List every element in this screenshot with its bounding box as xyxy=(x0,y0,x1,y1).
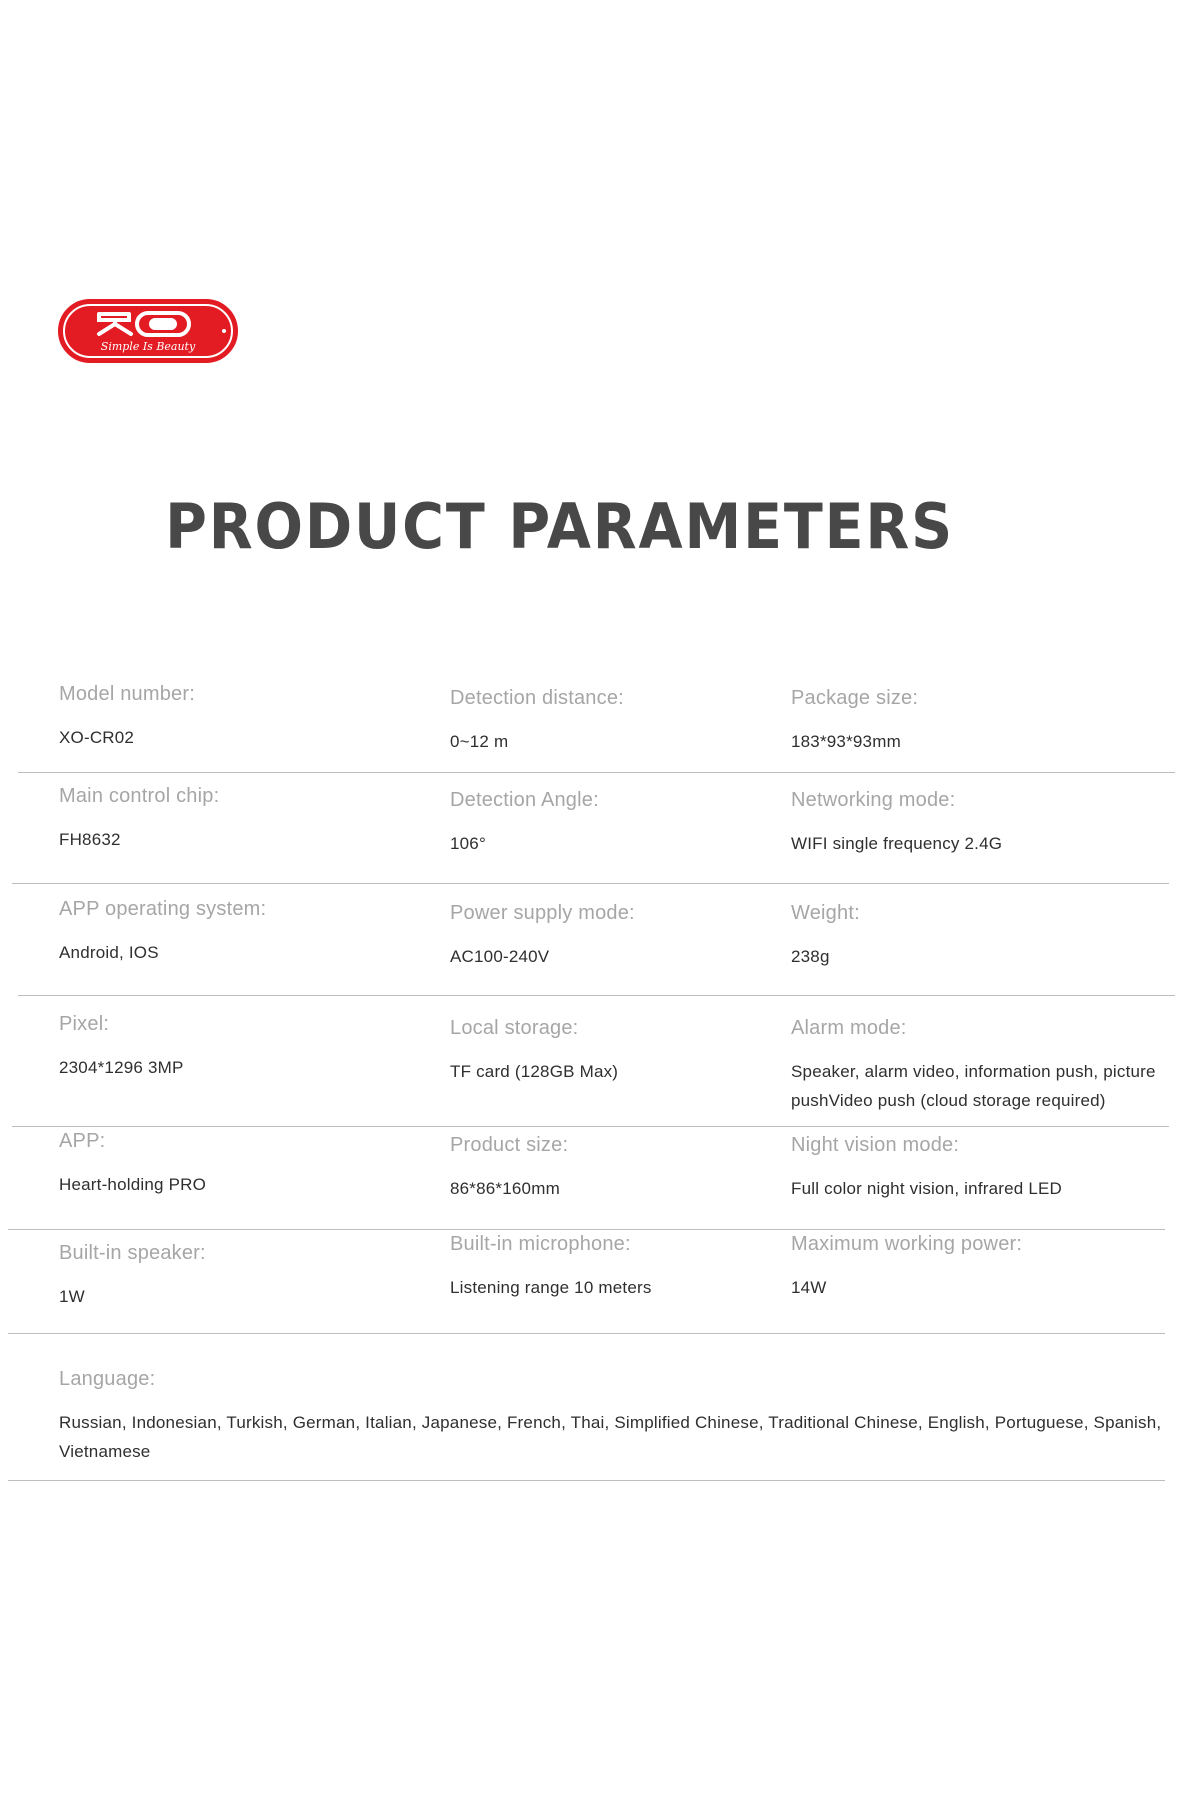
spec-value: 14W xyxy=(791,1278,827,1297)
spec-value: XO-CR02 xyxy=(59,728,135,747)
spec-label: Alarm mode: xyxy=(791,1017,907,1039)
page-title: PRODUCT PARAMETERS xyxy=(165,490,955,563)
spec-local-storage xyxy=(450,1017,618,1086)
spec-label: Built-in microphone: xyxy=(450,1233,631,1255)
spec-label: Package size: xyxy=(791,687,919,709)
spec-value: 238g xyxy=(791,947,830,966)
spec-detection-distance xyxy=(450,687,624,756)
spec-value: AC100-240V xyxy=(450,947,550,966)
spec-value: Listening range 10 meters xyxy=(450,1278,652,1297)
spec-value: 183*93*93mm xyxy=(791,732,901,751)
spec-label: Power supply mode: xyxy=(450,902,635,924)
row-divider xyxy=(18,995,1175,996)
spec-language xyxy=(59,1368,1169,1466)
spec-main-control-chip xyxy=(59,785,219,854)
spec-alarm-mode xyxy=(791,1017,1191,1115)
spec-value: Full color night vision, infrared LED xyxy=(791,1179,1063,1198)
row-divider xyxy=(8,1333,1165,1334)
spec-value: 86*86*160mm xyxy=(450,1179,560,1198)
spec-model-number xyxy=(59,683,195,752)
spec-weight xyxy=(791,902,1191,971)
spec-built-in-speaker xyxy=(59,1242,206,1311)
spec-label: APP: xyxy=(59,1130,106,1152)
xo-logo xyxy=(57,298,239,364)
spec-label: Local storage: xyxy=(450,1017,579,1039)
spec-label: Night vision mode: xyxy=(791,1134,960,1156)
spec-value: 1W xyxy=(59,1287,85,1306)
spec-label: Model number: xyxy=(59,683,195,705)
spec-product-size xyxy=(450,1134,568,1203)
spec-label: Main control chip: xyxy=(59,785,220,807)
spec-label: Detection distance: xyxy=(450,687,624,709)
spec-label: APP operating system: xyxy=(59,898,267,920)
xo-logo-icon xyxy=(57,298,239,364)
spec-value: Heart-holding PRO xyxy=(59,1175,207,1194)
spec-label: Maximum working power: xyxy=(791,1233,1023,1255)
spec-value: TF card (128GB Max) xyxy=(450,1062,619,1081)
spec-label: Product size: xyxy=(450,1134,569,1156)
row-divider xyxy=(12,883,1169,884)
spec-value: 2304*1296 3MP xyxy=(59,1058,184,1077)
spec-label: Pixel: xyxy=(59,1013,110,1035)
spec-networking-mode xyxy=(791,789,1191,858)
spec-label: Detection Angle: xyxy=(450,789,599,811)
spec-label: Built-in speaker: xyxy=(59,1242,206,1264)
spec-night-vision-mode xyxy=(791,1134,1191,1203)
row-divider xyxy=(8,1229,1165,1230)
row-divider xyxy=(8,1480,1165,1481)
spec-value: FH8632 xyxy=(59,830,121,849)
spec-detection-angle xyxy=(450,789,599,858)
spec-value: WIFI single frequency 2.4G xyxy=(791,834,1003,853)
spec-label: Language: xyxy=(59,1368,156,1390)
spec-value: Speaker, alarm video, information push, picture pushVideo push (cloud storage required) xyxy=(791,1062,1156,1110)
spec-built-in-microphone xyxy=(450,1233,652,1302)
spec-value: 0~12 m xyxy=(450,732,509,751)
spec-package-size xyxy=(791,687,1191,756)
spec-value: Russian, Indonesian, Turkish, German, Italian, Japanese, French, Thai, Simplified Chinese, Traditional Chinese, English, Portuguese, Spanish, Vietnamese xyxy=(59,1413,1162,1461)
spec-app-operating-system xyxy=(59,898,266,967)
spec-value: 106° xyxy=(450,834,486,853)
spec-pixel xyxy=(59,1013,184,1082)
row-divider xyxy=(12,1126,1169,1127)
spec-label: Weight: xyxy=(791,902,860,924)
spec-app xyxy=(59,1130,206,1199)
spec-power-supply-mode xyxy=(450,902,635,971)
logo-tagline: Simple Is Beauty xyxy=(100,340,196,353)
spec-label: Networking mode: xyxy=(791,789,956,811)
spec-value: Android, IOS xyxy=(59,943,159,962)
row-divider xyxy=(18,772,1175,773)
spec-max-working-power xyxy=(791,1233,1191,1302)
